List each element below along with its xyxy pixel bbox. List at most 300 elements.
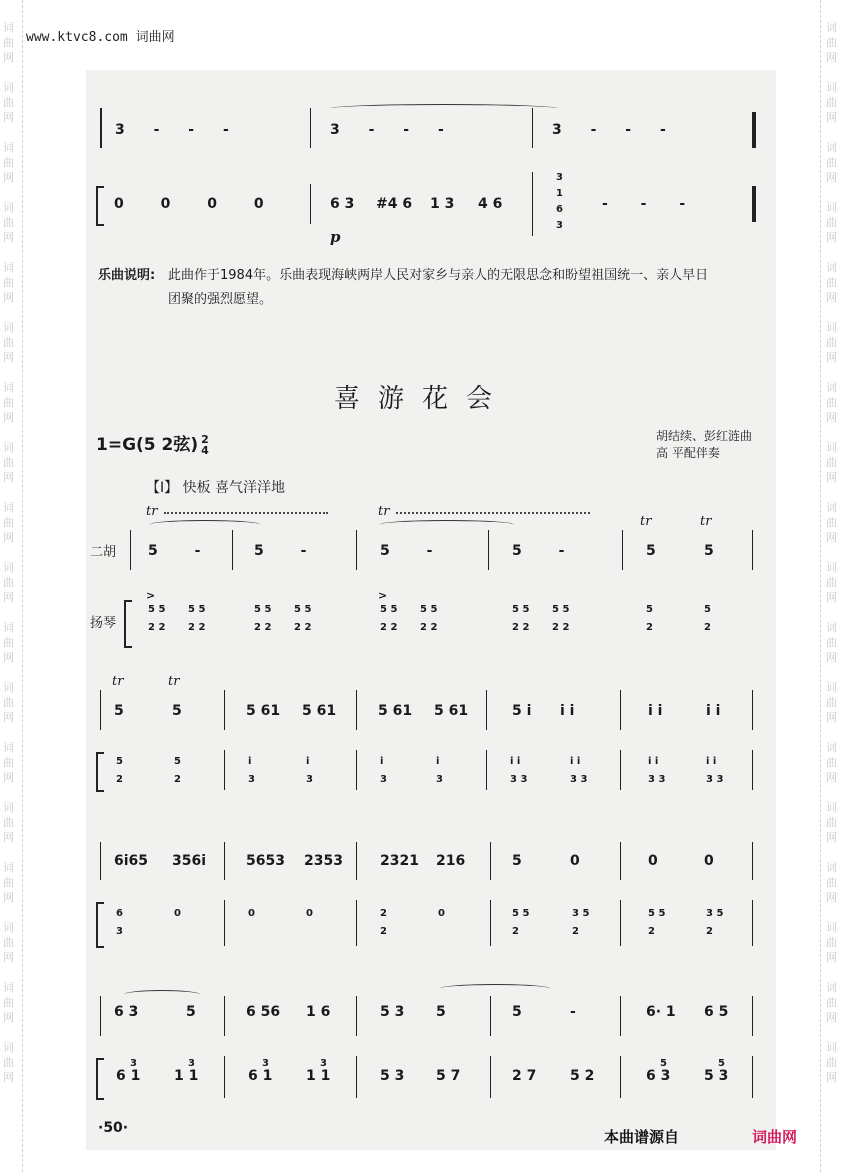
- watermark-char: 网: [826, 291, 837, 304]
- erhu-note: 6 5: [704, 1004, 729, 1020]
- erhu-note: 5 i: [512, 703, 532, 719]
- watermark-char: 曲: [3, 516, 14, 529]
- yangqin-upper-note: 6: [116, 908, 123, 919]
- yangqin-upper-note: 5: [116, 756, 123, 767]
- tie: [150, 520, 260, 529]
- barline: [752, 1056, 753, 1098]
- watermark-char: 词: [3, 261, 14, 274]
- barline: [490, 900, 491, 946]
- yangqin-upper-note: 5: [704, 604, 711, 615]
- system-bracket: [96, 186, 104, 226]
- yangqin-lower-note: 6 1: [248, 1068, 273, 1084]
- erhu-note: i i: [706, 703, 721, 719]
- final-barline: [752, 186, 756, 222]
- watermark-char: 网: [826, 231, 837, 244]
- watermark-char: 网: [3, 351, 14, 364]
- watermark-char: 词: [3, 981, 14, 994]
- barline: [532, 172, 533, 236]
- watermark-char: 曲: [3, 576, 14, 589]
- watermark-char: 词: [3, 441, 14, 454]
- yangqin-lower-note: 5 3: [704, 1068, 729, 1084]
- watermark-char: 网: [826, 531, 837, 544]
- barline: [356, 1056, 357, 1098]
- yangqin-lower-note: 3: [306, 774, 313, 785]
- trill-mark: tr: [112, 674, 124, 689]
- watermark-char: 曲: [3, 396, 14, 409]
- watermark-char: 词: [826, 801, 837, 814]
- watermark-char: 曲: [826, 276, 837, 289]
- yangqin-lower-note: 6 3: [646, 1068, 671, 1084]
- erhu-note: 5 61: [302, 703, 337, 719]
- yangqin-upper-note: 3: [188, 1058, 195, 1069]
- footer-site-link[interactable]: 词曲网: [752, 1128, 798, 1146]
- rest-dashes: - - -: [602, 196, 700, 212]
- barline: [752, 996, 753, 1036]
- watermark-char: 词: [3, 21, 14, 34]
- barline: [620, 690, 621, 730]
- watermark-char: 网: [3, 291, 14, 304]
- yangqin-lower-note: 2: [646, 622, 653, 633]
- barline: [356, 900, 357, 946]
- chord-note: 1: [556, 188, 563, 199]
- watermark-char: 曲: [3, 696, 14, 709]
- erhu-note: 5 -: [512, 543, 581, 559]
- key-main: 1=G(5 2弦): [96, 435, 199, 455]
- barline: [490, 996, 491, 1036]
- watermark-char: 网: [826, 111, 837, 124]
- erhu-note: 5 -: [254, 543, 323, 559]
- watermark-char: 曲: [3, 996, 14, 1009]
- yangqin-lower-note: 2: [704, 622, 711, 633]
- barline: [622, 530, 623, 570]
- erhu-note: 5 3: [380, 1004, 405, 1020]
- watermark-char: 曲: [826, 396, 837, 409]
- note: 1 3: [430, 196, 455, 212]
- watermark-char: 词: [826, 561, 837, 574]
- watermark-char: 网: [826, 471, 837, 484]
- barline: [224, 900, 225, 946]
- watermark-char: 网: [3, 171, 14, 184]
- watermark-char: 词: [3, 621, 14, 634]
- system-bracket: [96, 1058, 104, 1100]
- watermark-char: 网: [826, 411, 837, 424]
- barline: [356, 530, 357, 570]
- watermark-char: 词: [3, 501, 14, 514]
- accent-mark: >: [378, 589, 388, 602]
- erhu-note: -: [570, 1004, 576, 1020]
- erhu-note: 6i65: [114, 853, 149, 869]
- yangqin-lower-note: 2: [512, 926, 519, 937]
- time-denominator: 4: [201, 444, 209, 457]
- yangqin-lower-note: 2 2: [512, 622, 530, 633]
- watermark-char: 曲: [3, 276, 14, 289]
- barline: [356, 690, 357, 730]
- watermark-char: 曲: [826, 156, 837, 169]
- yangqin-upper-note: 5 5: [420, 604, 438, 615]
- yangqin-upper-note: i: [436, 756, 440, 767]
- watermark-char: 网: [3, 591, 14, 604]
- barline: [100, 108, 102, 148]
- watermark-char: 网: [3, 231, 14, 244]
- watermark-char: 词: [826, 261, 837, 274]
- note-group: 3 - - -: [552, 122, 678, 138]
- watermark-char: 网: [3, 111, 14, 124]
- yangqin-upper-note: i i: [510, 756, 521, 767]
- watermark-char: 网: [826, 1071, 837, 1084]
- barline: [356, 842, 357, 880]
- arranger-line: 高 平配伴奏: [656, 446, 720, 460]
- watermark-char: 词: [826, 141, 837, 154]
- chord-note: 6: [556, 204, 563, 215]
- watermark-char: 曲: [3, 156, 14, 169]
- yangqin-lower-note: 2 2: [552, 622, 570, 633]
- yangqin-upper-note: 5 5: [552, 604, 570, 615]
- watermark-char: 词: [826, 681, 837, 694]
- barline: [356, 750, 357, 790]
- erhu-note: i i: [560, 703, 575, 719]
- time-numerator: 2: [201, 433, 209, 446]
- trill-mark: tr: [168, 674, 180, 689]
- chord-note: 3: [556, 220, 563, 231]
- trill-line: [164, 512, 328, 518]
- watermark-char: 词: [826, 501, 837, 514]
- barline: [488, 530, 489, 570]
- yangqin-upper-note: i i: [648, 756, 659, 767]
- erhu-note: 2353: [304, 853, 343, 869]
- rest-measure: 0 0 0 0: [114, 196, 264, 212]
- watermark-char: 曲: [3, 756, 14, 769]
- watermark-char: 词: [826, 861, 837, 874]
- trill-mark: tr: [700, 514, 712, 529]
- fermata-slur: [330, 104, 558, 113]
- barline: [752, 900, 753, 946]
- yangqin-lower-note: 2: [380, 926, 387, 937]
- watermark-char: 词: [826, 81, 837, 94]
- yangqin-upper-note: 0: [306, 908, 313, 919]
- tie: [440, 984, 550, 993]
- watermark-char: 词: [3, 141, 14, 154]
- watermark-char: 曲: [826, 216, 837, 229]
- watermark-char: 网: [3, 531, 14, 544]
- yangqin-lower-note: 2: [648, 926, 655, 937]
- yangqin-upper-note: 5 5: [148, 604, 166, 615]
- watermark-char: 曲: [826, 816, 837, 829]
- yangqin-upper-note: 5: [646, 604, 653, 615]
- erhu-note: 5: [646, 543, 656, 559]
- yangqin-upper-note: 5 5: [512, 908, 530, 919]
- yangqin-lower-note: 3 3: [648, 774, 666, 785]
- watermark-char: 网: [3, 471, 14, 484]
- watermark-char: 词: [3, 321, 14, 334]
- watermark-char: 词: [3, 561, 14, 574]
- watermark-char: 词: [826, 201, 837, 214]
- yangqin-lower-note: 3: [116, 926, 123, 937]
- yangqin-lower-note: 2 2: [148, 622, 166, 633]
- yangqin-lower-note: 1 1: [174, 1068, 199, 1084]
- erhu-note: i i: [648, 703, 663, 719]
- watermark-char: 曲: [3, 96, 14, 109]
- yangqin-lower-note: 3 3: [570, 774, 588, 785]
- trill-mark: tr: [378, 504, 390, 519]
- barline: [224, 842, 225, 880]
- yangqin-lower-note: 3: [436, 774, 443, 785]
- watermark-char: 曲: [3, 456, 14, 469]
- description-label: 乐曲说明:: [98, 268, 156, 283]
- watermark-char: 曲: [826, 576, 837, 589]
- barline: [752, 530, 753, 570]
- watermark-char: 曲: [3, 36, 14, 49]
- yangqin-lower-note: 2 2: [420, 622, 438, 633]
- watermark-char: 词: [826, 1041, 837, 1054]
- erhu-note: 5: [186, 1004, 196, 1020]
- watermark-char: 网: [3, 411, 14, 424]
- yangqin-upper-note: 5: [660, 1058, 667, 1069]
- left-watermark: [3, 20, 17, 1100]
- yangqin-lower-note: 2: [174, 774, 181, 785]
- watermark-char: 词: [3, 861, 14, 874]
- description-line1: 此曲作于1984年。乐曲表现海峡两岸人民对家乡与亲人的无限思念和盼望祖国统一、亲人早日: [168, 268, 709, 283]
- watermark-char: 曲: [3, 876, 14, 889]
- watermark-char: 网: [826, 1011, 837, 1024]
- erhu-note: 5: [512, 1004, 522, 1020]
- watermark-char: 曲: [826, 876, 837, 889]
- barline: [232, 530, 233, 570]
- barline: [620, 996, 621, 1036]
- yangqin-lower-note: 3 3: [510, 774, 528, 785]
- yangqin-lower-note: 2: [706, 926, 713, 937]
- watermark-char: 网: [826, 651, 837, 664]
- site-header[interactable]: www.ktvc8.com 词曲网: [26, 30, 175, 45]
- erhu-note: 0: [570, 853, 580, 869]
- trill-mark: tr: [146, 504, 158, 519]
- watermark-char: 词: [3, 681, 14, 694]
- erhu-note: 5 61: [246, 703, 281, 719]
- barline: [620, 842, 621, 880]
- erhu-note: 5: [436, 1004, 446, 1020]
- chord-note: 3: [556, 172, 563, 183]
- slur: [124, 990, 200, 999]
- barline: [310, 108, 311, 148]
- instrument-yangqin: 扬琴: [90, 616, 117, 631]
- instrument-erhu: 二胡: [90, 545, 117, 560]
- watermark-char: 词: [826, 621, 837, 634]
- right-margin-line: [820, 0, 821, 1172]
- trill-line: [396, 512, 590, 518]
- barline: [224, 690, 225, 730]
- watermark-char: 网: [826, 591, 837, 604]
- watermark-char: 曲: [3, 936, 14, 949]
- yangqin-lower-note: 3: [248, 774, 255, 785]
- yangqin-upper-note: 3 5: [572, 908, 590, 919]
- yangqin-lower-note: 5 3: [380, 1068, 405, 1084]
- barline: [310, 184, 311, 224]
- erhu-note: 5: [172, 703, 182, 719]
- erhu-note: 356i: [172, 853, 207, 869]
- note: 4 6: [478, 196, 503, 212]
- barline: [100, 690, 101, 730]
- watermark-char: 网: [826, 771, 837, 784]
- yangqin-upper-note: 5: [174, 756, 181, 767]
- watermark-char: 词: [826, 381, 837, 394]
- watermark-char: 网: [3, 771, 14, 784]
- accent-mark: >: [146, 589, 156, 602]
- system-bracket: [96, 752, 104, 792]
- erhu-note: 6 56: [246, 1004, 281, 1020]
- section-mark: 【I】 快板 喜气洋洋地: [146, 480, 286, 496]
- trill-mark: tr: [640, 514, 652, 529]
- watermark-char: 曲: [3, 1056, 14, 1069]
- erhu-note: 5 -: [148, 543, 217, 559]
- note: 6 3: [330, 196, 355, 212]
- yangqin-upper-note: 5 5: [512, 604, 530, 615]
- watermark-char: 网: [3, 51, 14, 64]
- erhu-note: 5 -: [380, 543, 449, 559]
- final-barline: [752, 112, 756, 148]
- watermark-char: 曲: [3, 336, 14, 349]
- watermark-char: 词: [826, 981, 837, 994]
- watermark-char: 曲: [826, 936, 837, 949]
- erhu-note: 5 61: [378, 703, 413, 719]
- barline: [130, 530, 131, 570]
- watermark-char: 网: [3, 1071, 14, 1084]
- watermark-char: 网: [826, 831, 837, 844]
- watermark-char: 网: [3, 651, 14, 664]
- yangqin-upper-note: 5: [718, 1058, 725, 1069]
- watermark-char: 网: [3, 831, 14, 844]
- watermark-char: 曲: [3, 636, 14, 649]
- watermark-char: 曲: [826, 756, 837, 769]
- barline: [620, 750, 621, 790]
- barline: [224, 996, 225, 1036]
- yangqin-lower-note: 2 7: [512, 1068, 537, 1084]
- yangqin-upper-note: 2: [380, 908, 387, 919]
- system-bracket: [124, 600, 132, 648]
- barline: [224, 1056, 225, 1098]
- yangqin-upper-note: 5 5: [254, 604, 272, 615]
- erhu-note: 5: [512, 853, 522, 869]
- watermark-char: 词: [826, 321, 837, 334]
- erhu-note: 2321: [380, 853, 419, 869]
- watermark-char: 网: [3, 891, 14, 904]
- piece-title: 喜游花会: [333, 384, 510, 414]
- yangqin-upper-note: 0: [174, 908, 181, 919]
- watermark-char: 网: [3, 711, 14, 724]
- yangqin-upper-note: 3: [262, 1058, 269, 1069]
- yangqin-upper-note: 0: [248, 908, 255, 919]
- yangqin-lower-note: 2: [572, 926, 579, 937]
- dynamic-mark: p: [330, 228, 341, 246]
- watermark-char: 网: [826, 711, 837, 724]
- watermark-char: 词: [3, 741, 14, 754]
- watermark-char: 网: [826, 891, 837, 904]
- page-number: ·50·: [98, 1120, 129, 1136]
- watermark-char: 网: [3, 951, 14, 964]
- yangqin-upper-note: i: [248, 756, 252, 767]
- yangqin-lower-note: 1 1: [306, 1068, 331, 1084]
- barline: [620, 900, 621, 946]
- yangqin-upper-note: i: [306, 756, 310, 767]
- erhu-note: 0: [648, 853, 658, 869]
- barline: [752, 842, 753, 880]
- yangqin-upper-note: 3: [130, 1058, 137, 1069]
- watermark-char: 曲: [826, 456, 837, 469]
- barline: [486, 750, 487, 790]
- watermark-char: 词: [3, 801, 14, 814]
- yangqin-upper-note: 0: [438, 908, 445, 919]
- time-signature: [201, 434, 209, 456]
- composer-line: 胡结续、彭红涟曲: [656, 429, 753, 443]
- system-bracket: [96, 902, 104, 948]
- erhu-note: 5653: [246, 853, 285, 869]
- watermark-char: 词: [3, 381, 14, 394]
- yangqin-lower-note: 2 2: [188, 622, 206, 633]
- note: #4 6: [376, 196, 413, 212]
- footer-source: 本曲谱源自: [604, 1128, 680, 1146]
- erhu-note: 5: [704, 543, 714, 559]
- barline: [224, 750, 225, 790]
- yangqin-upper-note: 3 5: [706, 908, 724, 919]
- watermark-char: 曲: [826, 996, 837, 1009]
- yangqin-upper-note: i: [380, 756, 384, 767]
- erhu-note: 5 61: [434, 703, 469, 719]
- watermark-char: 曲: [3, 816, 14, 829]
- barline: [490, 1056, 491, 1098]
- key-signature: [96, 430, 209, 456]
- right-watermark: [826, 20, 840, 1100]
- yangqin-upper-note: i i: [706, 756, 717, 767]
- yangqin-upper-note: i i: [570, 756, 581, 767]
- watermark-char: 曲: [826, 636, 837, 649]
- erhu-note: 5: [114, 703, 124, 719]
- barline: [532, 108, 533, 148]
- watermark-char: 词: [826, 741, 837, 754]
- barline: [490, 842, 491, 880]
- watermark-char: 曲: [3, 216, 14, 229]
- watermark-char: 曲: [826, 696, 837, 709]
- yangqin-lower-note: 2 2: [254, 622, 272, 633]
- erhu-note: 216: [436, 853, 466, 869]
- yangqin-upper-note: 3: [320, 1058, 327, 1069]
- erhu-note: 6 3: [114, 1004, 139, 1020]
- watermark-char: 词: [3, 1041, 14, 1054]
- yangqin-upper-note: 5 5: [294, 604, 312, 615]
- watermark-char: 网: [826, 951, 837, 964]
- barline: [100, 842, 101, 880]
- yangqin-lower-note: 2: [116, 774, 123, 785]
- watermark-char: 曲: [826, 516, 837, 529]
- watermark-char: 曲: [826, 36, 837, 49]
- yangqin-lower-note: 2 2: [380, 622, 398, 633]
- yangqin-lower-note: 3: [380, 774, 387, 785]
- yangqin-upper-note: 5 5: [188, 604, 206, 615]
- description-line2: 团聚的强烈愿望。: [168, 292, 273, 307]
- watermark-char: 词: [826, 21, 837, 34]
- tie: [380, 520, 514, 529]
- barline: [620, 1056, 621, 1098]
- yangqin-lower-note: 5 2: [570, 1068, 595, 1084]
- left-margin-line: [22, 0, 23, 1172]
- barline: [100, 996, 101, 1036]
- watermark-char: 词: [3, 201, 14, 214]
- barline: [752, 690, 753, 730]
- yangqin-lower-note: 6 1: [116, 1068, 141, 1084]
- watermark-char: 词: [3, 81, 14, 94]
- erhu-note: 0: [704, 853, 714, 869]
- watermark-char: 词: [826, 921, 837, 934]
- watermark-char: 曲: [826, 96, 837, 109]
- note-group: 3 - - -: [115, 122, 241, 138]
- yangqin-lower-note: 5 7: [436, 1068, 461, 1084]
